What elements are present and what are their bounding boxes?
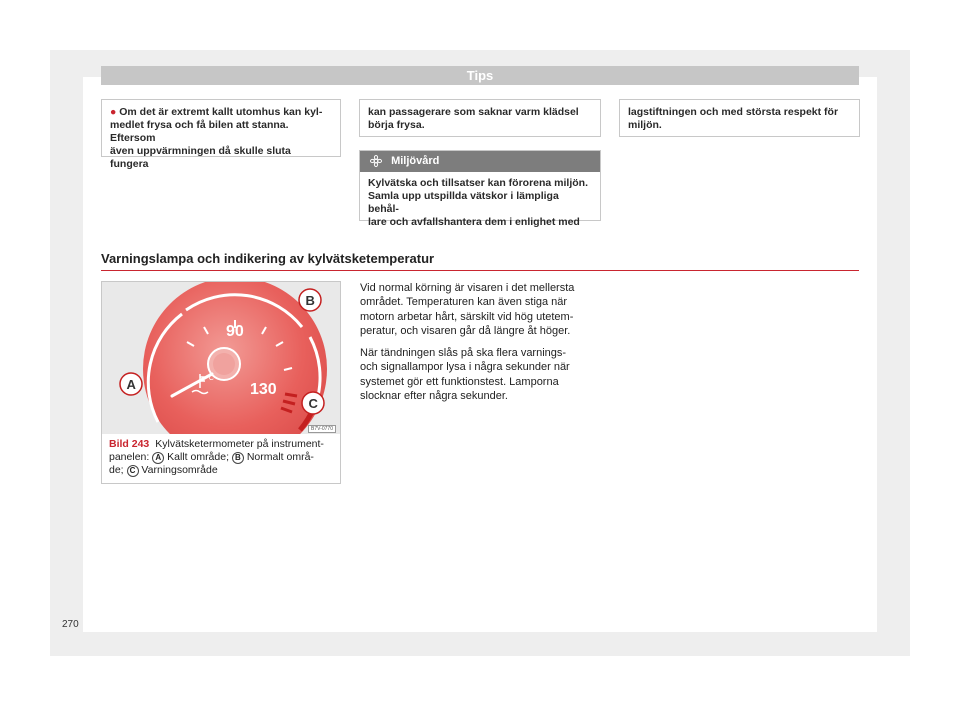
coolant-gauge-svg bbox=[102, 282, 340, 434]
callout-b: B bbox=[305, 293, 315, 308]
caption-marker-c: C bbox=[127, 465, 139, 477]
caption-part1: Kylvätsketermometer på instrument- panelen: bbox=[109, 438, 324, 463]
caption-marker-a: A bbox=[152, 452, 164, 464]
tip-text-3: lagstiftningen och med största respekt för miljön. bbox=[628, 106, 839, 131]
environment-box bbox=[359, 150, 601, 228]
callout-a: A bbox=[126, 377, 136, 392]
body-paragraph-1: Vid normal körning är visaren i det mellersta området. Temperaturen kan även stiga när motorn arbetar hårt, särskilt vid hög utetem- peratur, och visaren går då längre åt höger. bbox=[360, 282, 575, 337]
caption-part3: Normalt områ- de; bbox=[109, 451, 314, 476]
environment-icon bbox=[370, 155, 382, 167]
body-paragraph-2: När tändningen slås på ska flera varnings- och signallampor lysa i några sekunder när systemet gör ett funktionstest. Lamporna slocknar efter några sekunder. bbox=[360, 347, 570, 403]
caption-part2: Kallt område; bbox=[164, 451, 232, 463]
caption-marker-b: B bbox=[232, 452, 244, 464]
figure-box bbox=[101, 281, 341, 484]
section-divider bbox=[101, 270, 859, 271]
header-bar bbox=[101, 66, 859, 85]
caption-label: Bild 243 bbox=[109, 438, 150, 450]
callout-c: C bbox=[308, 396, 318, 411]
section-title: Varningslampa och indikering av kylvätsketemperatur bbox=[101, 251, 435, 266]
gauge-label-130: 130 bbox=[250, 381, 277, 398]
bullet-icon: ● bbox=[110, 106, 117, 118]
header-title: Tips bbox=[466, 68, 494, 83]
caption-part4: Varningsområde bbox=[138, 464, 218, 476]
tip-box-2 bbox=[359, 99, 601, 137]
tip-text-1: Om det är extremt kallt utomhus kan kyl- medlet frysa och få bilen att stanna. Eftersom även uppvärmningen då skulle sluta fungera bbox=[110, 106, 323, 170]
page-number: 270 bbox=[62, 619, 79, 630]
gauge-label-90: 90 bbox=[226, 323, 244, 340]
body-text bbox=[360, 281, 600, 411]
environment-text: Kylvätska och tillsatser kan förorena miljön. Samla upp utspillda vätskor i lämpliga behål- lare och avfallshantera dem i enlighet med bbox=[368, 177, 588, 228]
tip-box-1 bbox=[101, 99, 341, 170]
svg-text:°C: °C bbox=[206, 375, 214, 382]
tip-box-3 bbox=[619, 99, 860, 137]
environment-header bbox=[360, 151, 600, 172]
tip-text-2: kan passagerare som saknar varm klädsel börja frysa. bbox=[368, 106, 579, 131]
figure-id: B7V-0770 bbox=[308, 425, 336, 433]
environment-heading: Miljövård bbox=[391, 155, 440, 167]
coolant-gauge-image bbox=[102, 282, 340, 434]
figure-caption bbox=[109, 438, 335, 477]
